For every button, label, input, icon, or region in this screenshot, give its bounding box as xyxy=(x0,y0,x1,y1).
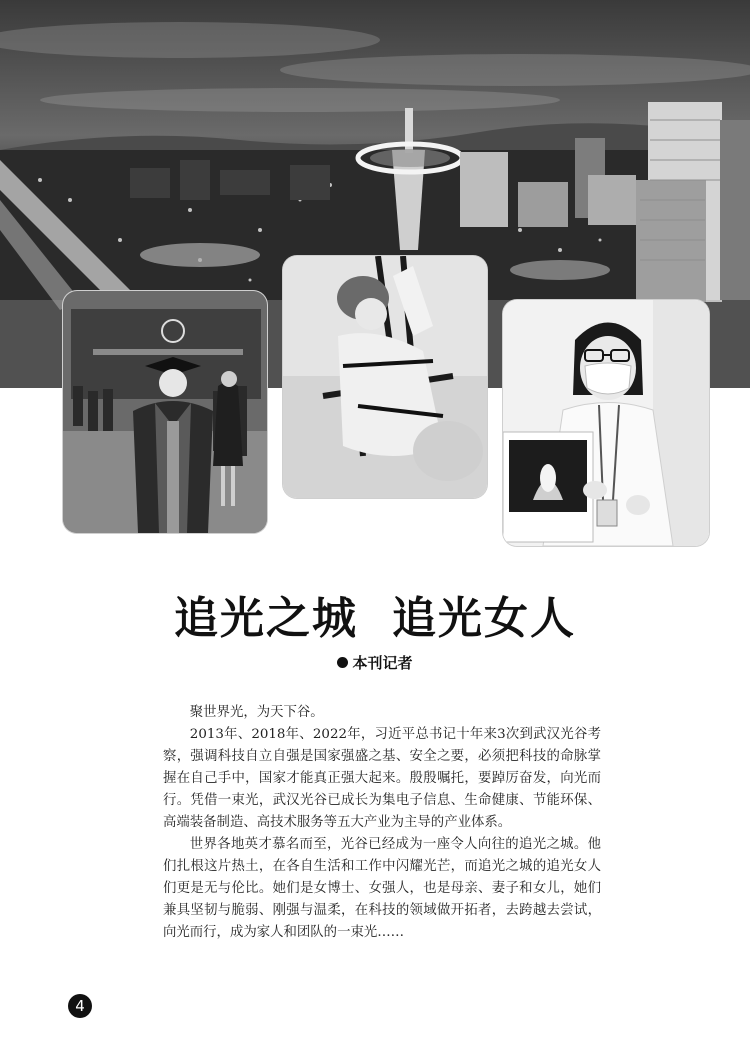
title-part-2: 追光女人 xyxy=(392,593,576,644)
byline xyxy=(0,652,750,673)
title-part-1: 追光之城 xyxy=(174,593,358,644)
article-body xyxy=(163,702,601,944)
paragraph: 2013年、2018年、2022年，习近平总书记十年来3次到武汉光谷考察，强调科技自立自强是国家强盛之基、安全之要，必须把科技的命脉掌握在自己手中，国家才能真正强大起来。殷殷嘱托，要踔厉奋发，向光而行。凭借一束光，武汉光谷已成长为集电子信息、生命健康、节能环保、高端装备制造、高技术服务等五大产业为主导的产业体系。 xyxy=(163,727,601,830)
aerial-harness-photo xyxy=(283,256,487,498)
byline-text: 本刊记者 xyxy=(352,654,413,672)
paragraph: 聚世界光，为天下谷。 xyxy=(189,705,324,720)
graduation-photo xyxy=(63,291,267,533)
page-number: 4 xyxy=(68,994,92,1018)
page-title xyxy=(0,582,750,646)
paragraph: 世界各地英才慕名而至，光谷已经成为一座令人向往的追光之城。他们扎根这片热土，在各自生活和工作中闪耀光芒，而追光之城的追光女人们更是无与伦比。她们是女博士、女强人，也是母亲、妻子和女儿，她们兼具坚韧与脆弱、刚强与温柔，在科技的领域做开拓者，去跨越去尝试，向光而行，成为家人和团队的一束光…… xyxy=(163,837,601,940)
masked-woman-photo xyxy=(503,300,709,546)
bullet-dot-icon xyxy=(337,657,348,668)
